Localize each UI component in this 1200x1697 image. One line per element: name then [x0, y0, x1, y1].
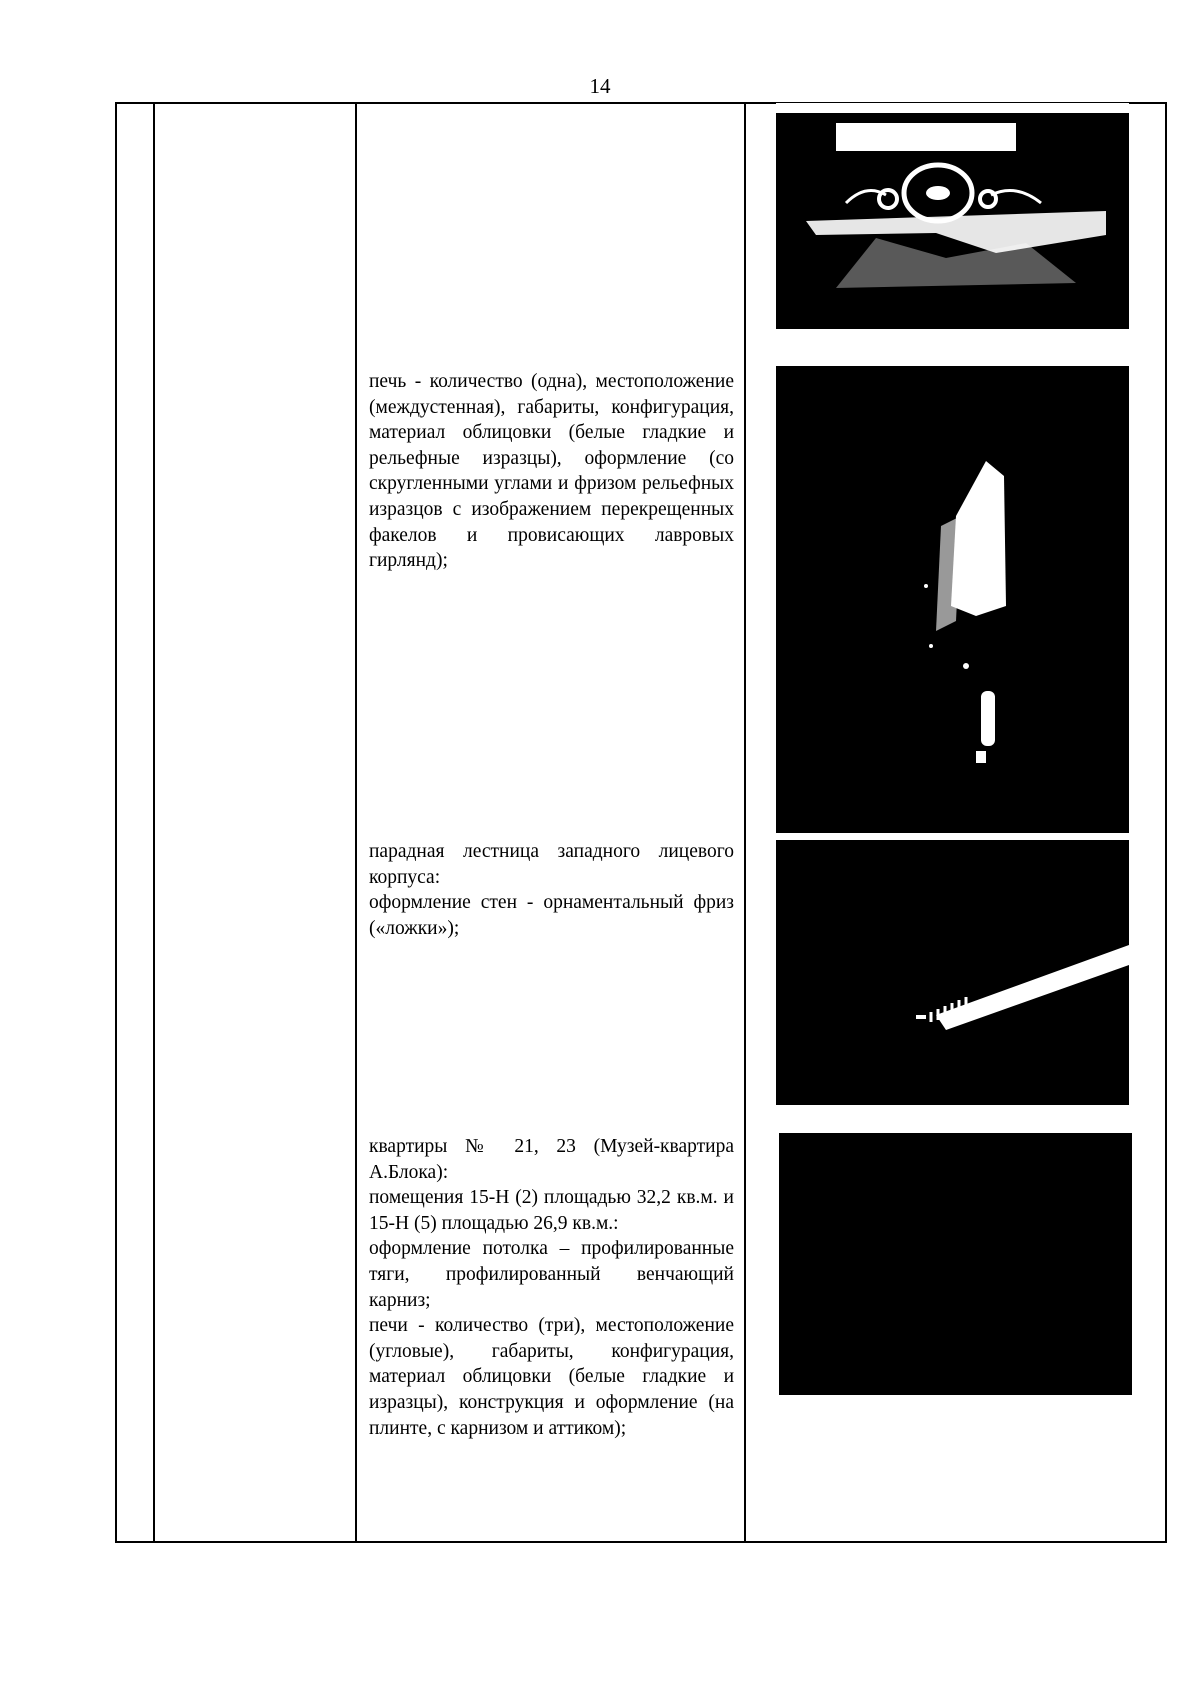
photo-ornament-rosette	[776, 103, 1129, 336]
entry-apartments-text: квартиры № 21, 23 (Музей-квартира А.Блока): помещения 15-Н (2) площадью 32,2 кв.м. и 15-Н (5) площадью 26,9 кв.м.: оформление потолка – профилированные тяги, профилированный венчающий карниз; печи - количество (три), местоположение (угловые), габариты, конфигурация, материал облицовки (белые гладкие и изразцы), конструкция и оформление (на плинте, с карнизом и аттиком);	[369, 1136, 734, 1439]
photo-apartment-interior	[779, 1133, 1132, 1395]
photo-staircase-frieze	[776, 840, 1129, 1105]
column-divider-2	[355, 102, 357, 1543]
photo-stove	[776, 366, 1129, 833]
column-divider-3	[744, 102, 746, 1543]
page-number: 14	[589, 74, 611, 98]
column-divider-1	[153, 102, 155, 1543]
entry-staircase-text: парадная лестница западного лицевого корпуса: оформление стен - орнаментальный фриз («ложки»);	[369, 841, 734, 939]
entry-stove-text: печь - количество (одна), местоположение (междустенная), габариты, конфигурация, материал облицовки (белые гладкие и рельефные изразцы), оформление (со скругленными углами и фризом рельефных изразцов с изображением перекрещенных факелов и провисающих лавровых гирлянд);	[369, 371, 734, 572]
